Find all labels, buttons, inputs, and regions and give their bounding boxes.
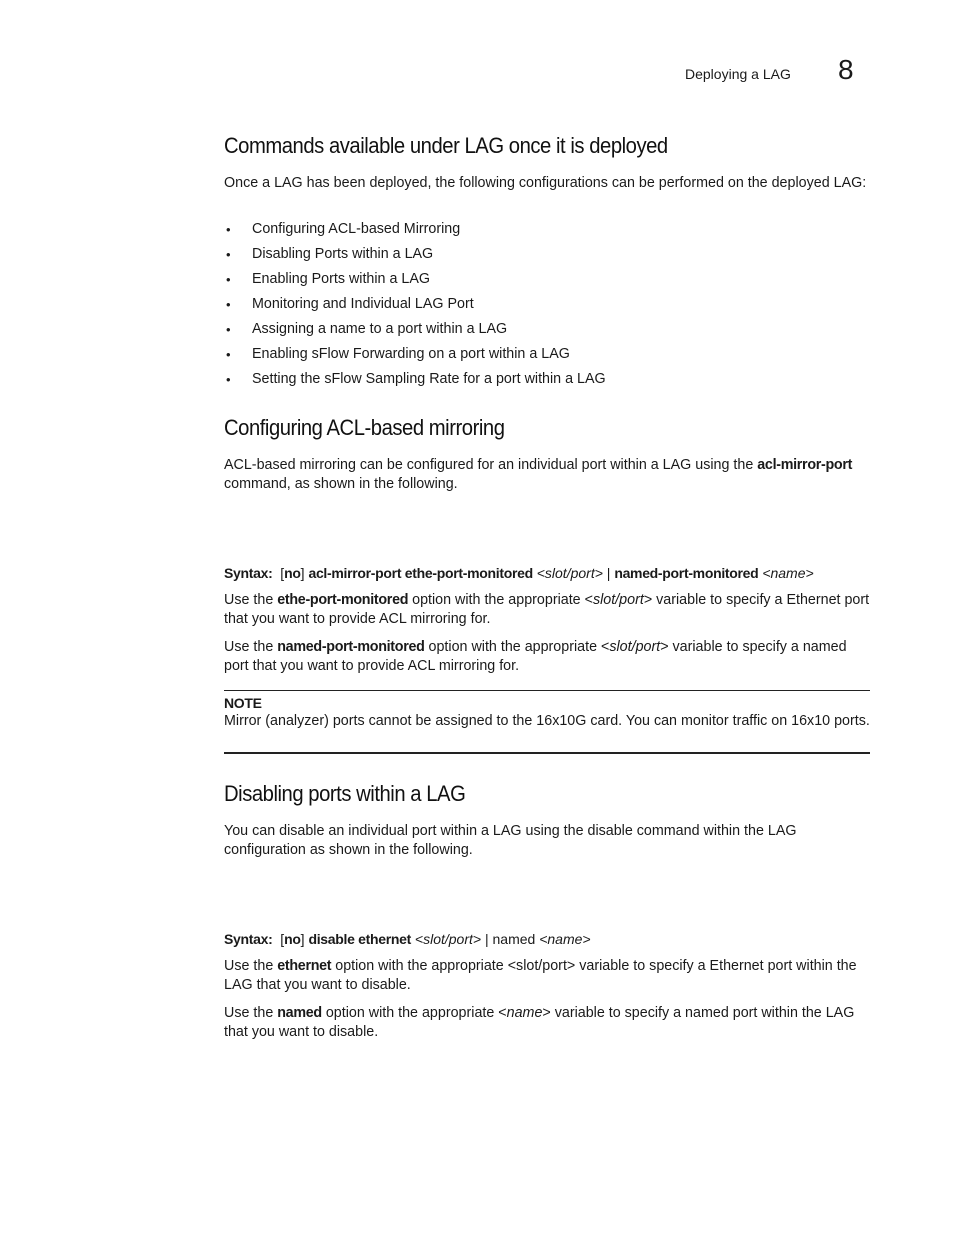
note-text: Mirror (analyzer) ports cannot be assigned to the 16x10G card. You can monitor traffic on 16x10 ports.	[224, 713, 870, 729]
disable-ethernet-paragraph: Use the ethernet option with the appropriate <slot/port> variable to specify a Ethernet port within the LAG that you want to disable.	[224, 958, 857, 993]
acl-syntax-line: Syntax: [no] acl-mirror-port ethe-port-monitored <slot/port> | named-port-monitored <name>	[224, 565, 814, 581]
chapter-number: 8	[838, 54, 854, 85]
list-item: • Assigning a name to a port within a LAG	[226, 321, 508, 337]
acl-named-port-paragraph: Use the named-port-monitored option with the appropriate <slot/port> variable to specify a named port that you want to provide ACL mirroring for.	[224, 639, 847, 674]
disable-intro-paragraph: You can disable an individual port within a LAG using the disable command within the LAG configuration as shown in the following.	[224, 823, 797, 858]
note-label: NOTE	[224, 695, 262, 711]
acl-intro-paragraph: ACL-based mirroring can be configured for an individual port within a LAG using the acl-mirror-port command, as shown in the following.	[224, 457, 853, 492]
acl-ethe-port-paragraph: Use the ethe-port-monitored option with the appropriate <slot/port> variable to specify a Ethernet port that you want to provide ACL mirroring for.	[224, 592, 870, 627]
section-intro: Once a LAG has been deployed, the following configurations can be performed on the deployed LAG:	[224, 175, 867, 191]
list-item: • Monitoring and Individual LAG Port	[226, 296, 474, 312]
list-item: • Disabling Ports within a LAG	[226, 246, 434, 262]
note-top-rule	[224, 690, 870, 691]
running-header: Deploying a LAG	[685, 66, 791, 82]
list-item: • Setting the sFlow Sampling Rate for a port within a LAG	[226, 371, 606, 387]
section-title-commands: Commands available under LAG once it is deployed	[224, 133, 668, 158]
disable-syntax-line: Syntax: [no] disable ethernet <slot/port> | named <name>	[224, 931, 591, 947]
list-item: • Enabling sFlow Forwarding on a port within a LAG	[226, 346, 570, 362]
list-item: • Configuring ACL-based Mirroring	[226, 221, 461, 237]
disable-named-paragraph: Use the named option with the appropriate <name> variable to specify a named port within the LAG that you want to disable.	[224, 1005, 855, 1040]
note-bottom-rule	[224, 752, 870, 754]
section-title-acl-mirroring: Configuring ACL-based mirroring	[224, 415, 505, 440]
section-title-disabling-ports: Disabling ports within a LAG	[224, 781, 466, 806]
list-item: • Enabling Ports within a LAG	[226, 271, 431, 287]
command-list	[224, 220, 606, 395]
